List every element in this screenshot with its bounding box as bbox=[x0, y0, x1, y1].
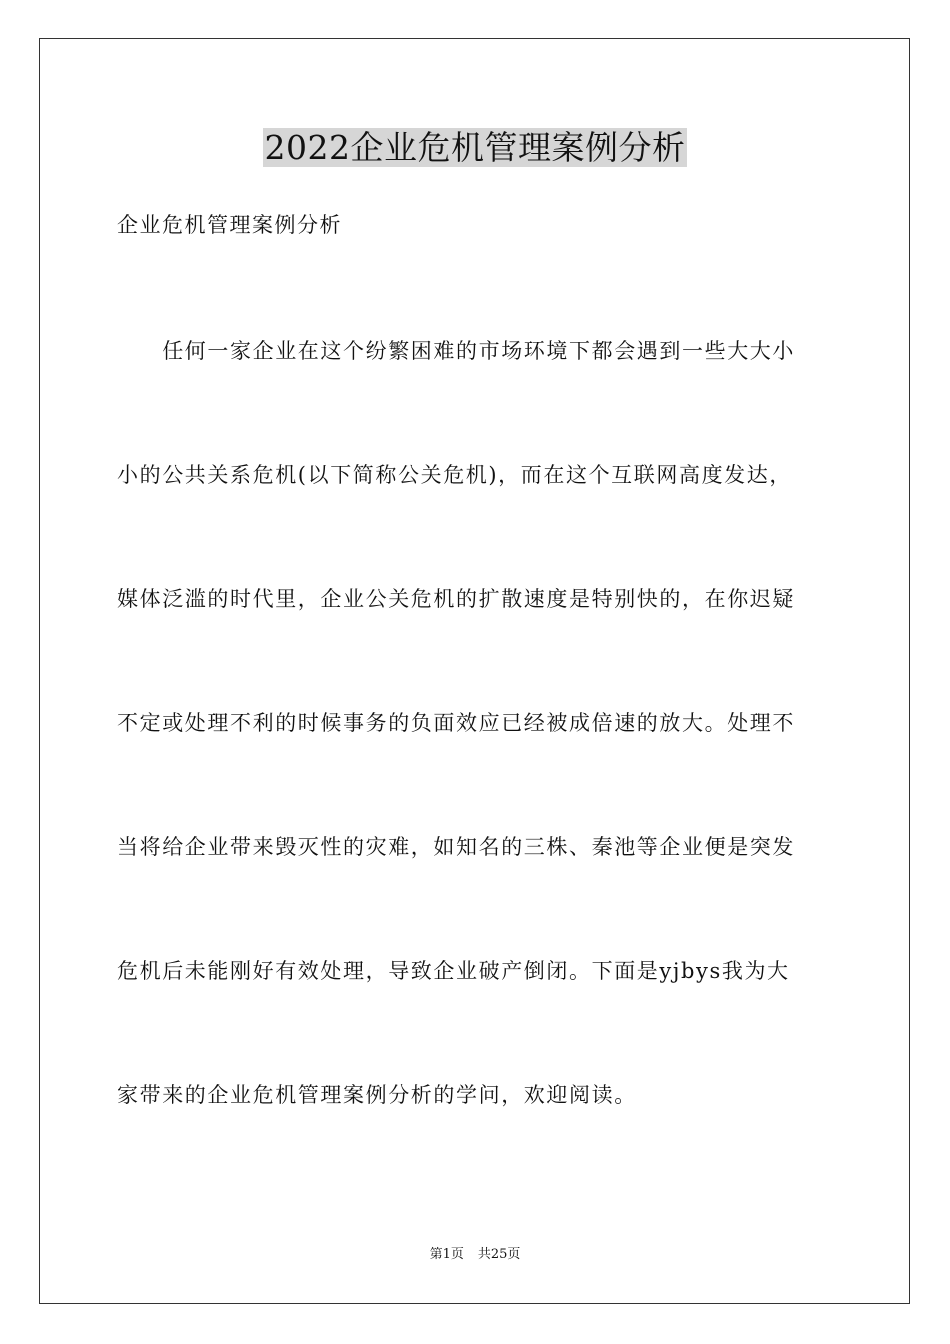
document-title-text: 2022企业危机管理案例分析 bbox=[264, 128, 686, 167]
page-footer bbox=[0, 1246, 950, 1264]
body-line-1: 任何一家企业在这个纷繁困难的市场环境下都会遇到一些大大小 bbox=[117, 339, 795, 363]
body-line-2: 小的公共关系危机(以下简称公关危机)，而在这个互联网高度发达， bbox=[117, 463, 792, 487]
body-line-7: 家带来的企业危机管理案例分析的学问，欢迎阅读。 bbox=[117, 1083, 637, 1107]
document-subtitle: 企业危机管理案例分析 bbox=[117, 213, 342, 237]
body-line-5: 当将给企业带来毁灭性的灾难，如知名的三株、秦池等企业便是突发 bbox=[117, 835, 795, 859]
page-number: 第1页 bbox=[429, 1247, 464, 1262]
body-line-3: 媒体泛滥的时代里，企业公关危机的扩散速度是特别快的，在你迟疑 bbox=[117, 587, 795, 611]
body-line-4: 不定或处理不利的时候事务的负面效应已经被成倍速的放大。处理不 bbox=[117, 711, 795, 735]
body-line-6: 危机后未能刚好有效处理，导致企业破产倒闭。下面是yjbys我为大 bbox=[117, 959, 790, 983]
document-title bbox=[0, 126, 950, 170]
page-total: 共25页 bbox=[477, 1247, 521, 1262]
